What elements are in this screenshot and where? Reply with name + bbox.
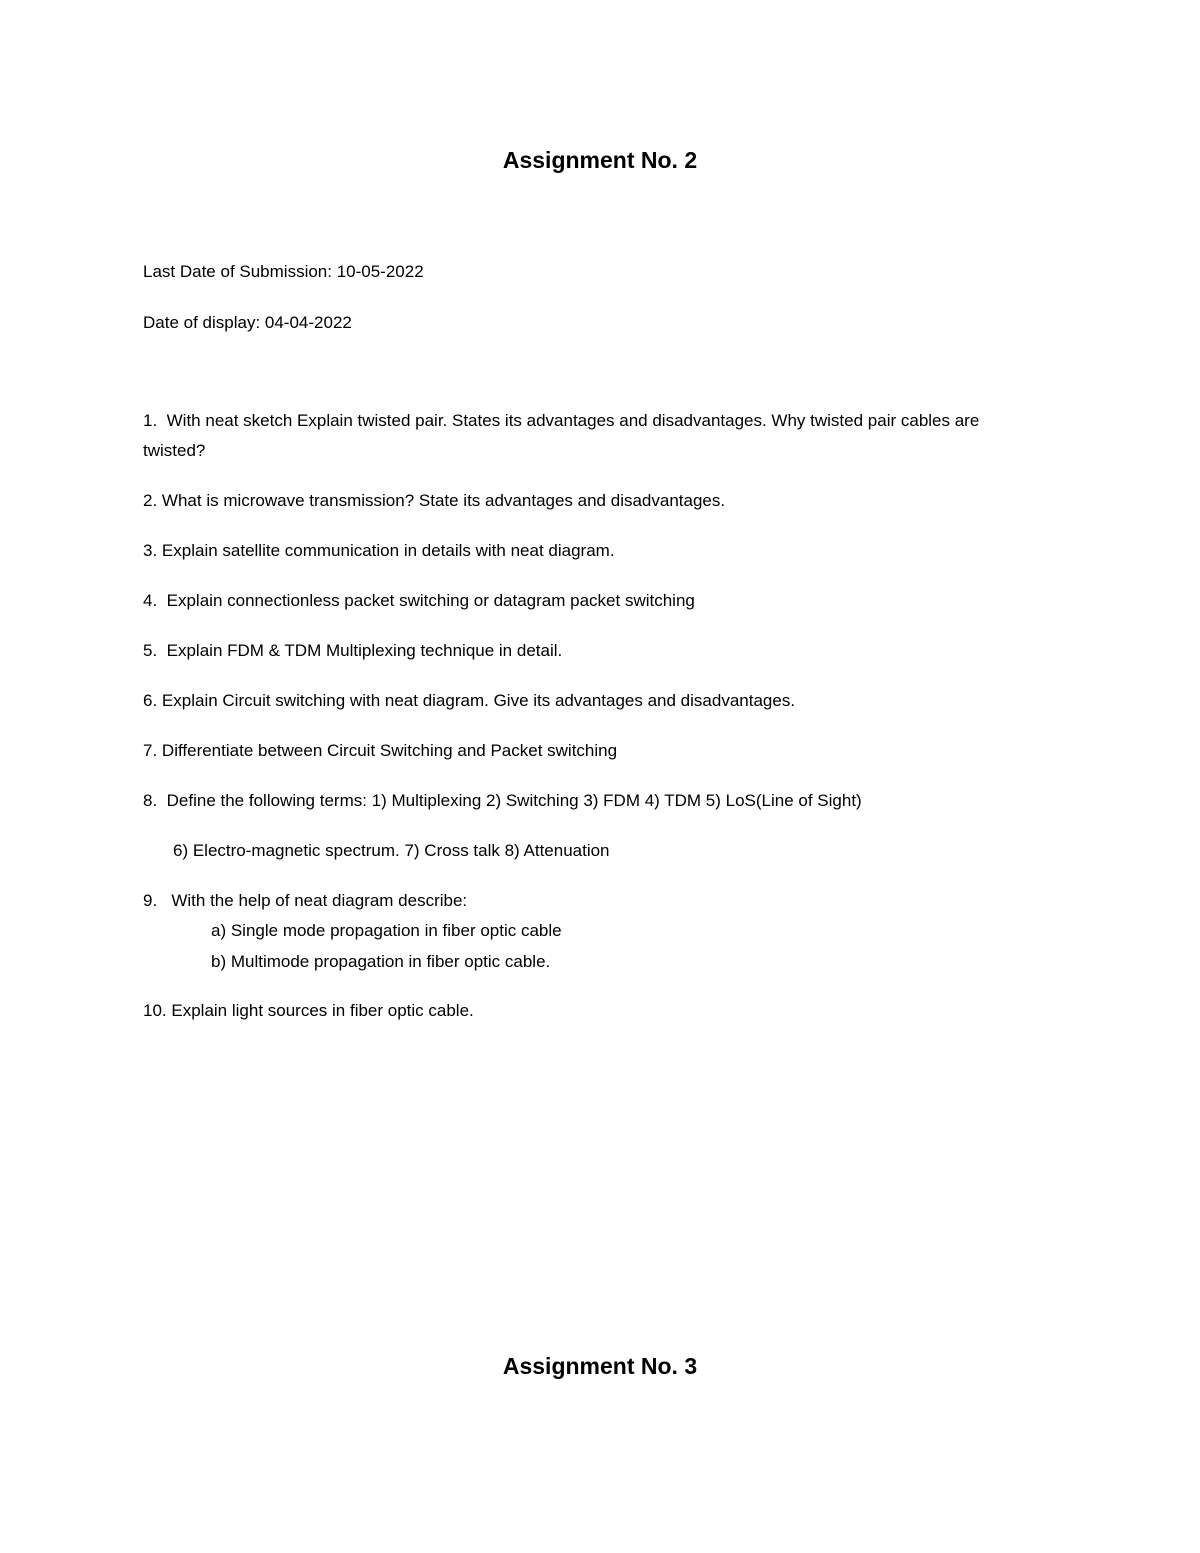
question-text: With neat sketch Explain twisted pair. States its advantages and disadvantages. Why twisted pair cables are twisted? [143, 411, 980, 460]
assignment-2-title: Assignment No. 2 [502, 147, 698, 173]
question-number: 7. [143, 741, 158, 760]
question-9-item-a [211, 920, 562, 942]
question-text: Differentiate between Circuit Switching and Packet switching [161, 741, 618, 760]
question-6 [143, 690, 795, 712]
question-subitem-text: a) Single mode propagation in fiber optic cable [211, 921, 562, 940]
question-text: Explain Circuit switching with neat diagram. Give its advantages and disadvantages. [161, 691, 796, 710]
question-4 [143, 590, 695, 612]
question-1 [143, 406, 1023, 466]
question-9-item-b [211, 951, 550, 973]
question-number: 2. [143, 491, 158, 510]
question-5 [143, 640, 562, 662]
question-number: 10. [143, 1001, 167, 1020]
question-8-continued [173, 840, 610, 862]
question-8 [143, 790, 862, 812]
question-number: 3. [143, 541, 158, 560]
question-text: Explain FDM & TDM Multiplexing technique in detail. [166, 641, 563, 660]
question-text: Define the following terms: 1) Multiplexing 2) Switching 3) FDM 4) TDM 5) LoS(Line of Sight) [166, 791, 862, 810]
question-number: 5. [143, 641, 158, 660]
assignment-3-title: Assignment No. 3 [502, 1353, 698, 1379]
question-text: Explain light sources in fiber optic cable. [171, 1001, 474, 1020]
question-number: 8. [143, 791, 158, 810]
question-10 [143, 1000, 474, 1022]
question-text: Explain connectionless packet switching or datagram packet switching [166, 591, 695, 610]
question-9 [143, 890, 467, 912]
last-date-of-submission: Last Date of Submission: 10-05-2022 [143, 262, 424, 281]
question-number: 6. [143, 691, 158, 710]
question-3 [143, 540, 615, 562]
question-text: Explain satellite communication in details with neat diagram. [161, 541, 615, 560]
question-text: With the help of neat diagram describe: [171, 891, 468, 910]
question-text: What is microwave transmission? State its advantages and disadvantages. [161, 491, 726, 510]
question-subitem-text: b) Multimode propagation in fiber optic cable. [211, 952, 551, 971]
question-2 [143, 490, 725, 512]
date-of-display: Date of display: 04-04-2022 [143, 313, 352, 332]
question-number: 9. [143, 891, 158, 910]
question-text: 6) Electro-magnetic spectrum. 7) Cross talk 8) Attenuation [173, 841, 610, 860]
question-number: 1. [143, 411, 158, 430]
question-7 [143, 740, 617, 762]
question-number: 4. [143, 591, 158, 610]
